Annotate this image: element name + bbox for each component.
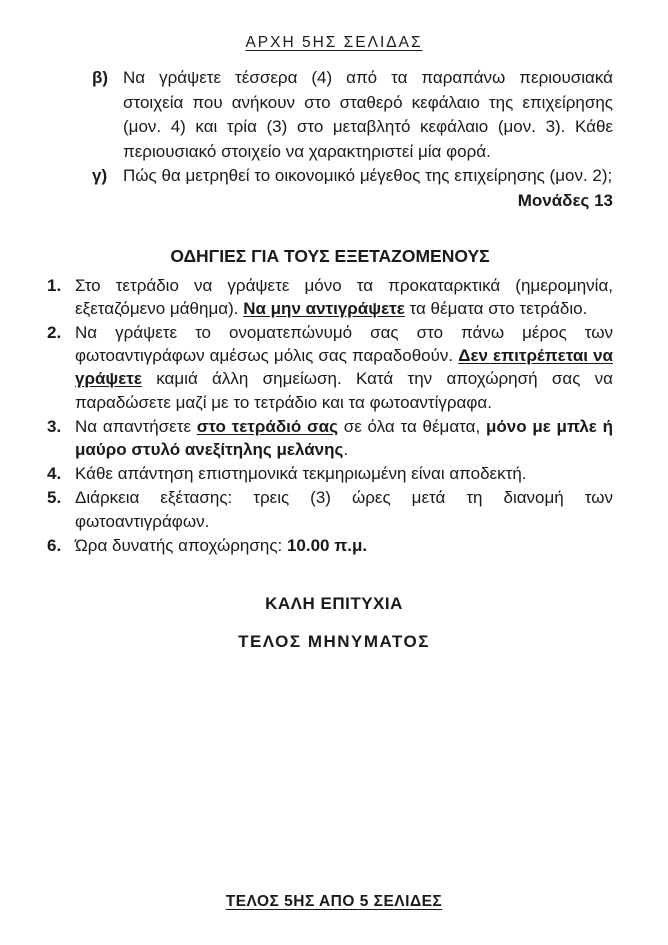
instruction-text-emphasis: Να μην αντιγράψετε (243, 298, 405, 318)
instruction-number-2: 2. (47, 322, 62, 342)
questions-section (92, 66, 613, 214)
page-header (0, 0, 668, 52)
instruction-item-6 (47, 534, 613, 557)
instruction-text: Ώρα δυνατής αποχώρησης: (75, 535, 287, 555)
instruction-text: Κάθε απάντηση επιστημονικά τεκμηριωμένη είναι αποδεκτή. (75, 464, 527, 484)
instruction-text: Στο τετράδιο να γράψετε μόνο τα προκαταρκτικά (ημερομηνία, εξεταζόμενο μάθημα). (75, 275, 613, 318)
instruction-text: Να γράψετε το ονοματεπώνυμό σας στο πάνω μέρος των φωτοαντιγράφων αμέσως μόλις σας παραδοθούν. (75, 322, 613, 366)
instruction-number-6: 6. (47, 535, 62, 555)
instructions-title: ΟΔΗΓΙΕΣ ΓΙΑ ΤΟΥΣ ΕΞΕΤΑΖΟΜΕΝΟΥΣ (170, 245, 490, 266)
instruction-text-bold: μόνο με μπλε ή μαύρο στυλό ανεξίτηλης μελάνης (75, 416, 613, 459)
question-item-gamma (92, 164, 613, 189)
question-text-beta: Να γράψετε τέσσερα (4) από τα παραπάνω περιουσιακά στοιχεία που ανήκουν στο σταθερό κεφάλαιο της επιχείρησης (μον. 4) και τρία (3) στο μεταβλητό κεφάλαιο (μον. 3). Κάθε περιουσιακό στοιχείο να χαρακτηριστεί μία φορά. (123, 68, 613, 161)
instruction-item-5 (47, 486, 613, 532)
instruction-item-1 (47, 274, 613, 320)
instruction-text-bold: 10.00 π.μ. (286, 535, 368, 555)
instruction-text: Να απαντήσετε (75, 416, 197, 436)
page-footer-text: ΤΕΛΟΣ 5ΗΣ ΑΠΟ 5 ΣΕΛΙΔΕΣ (225, 893, 443, 910)
question-marker-beta: β) (92, 68, 109, 87)
instruction-number-5: 5. (47, 488, 62, 508)
instruction-text: καμιά άλλη σημείωση. Κατά την αποχώρησή σας να παραδώσετε μαζί με το τετράδιο και τα φωτοαντίγραφα. (75, 369, 613, 412)
instruction-item-4 (47, 462, 613, 485)
page-footer (0, 893, 668, 911)
instruction-text-emphasis: στο τετράδιό σας (196, 416, 338, 436)
instructions-list (47, 274, 613, 557)
points-label: Μονάδες 13 (517, 190, 613, 210)
instruction-number-3: 3. (47, 416, 62, 436)
good-luck-line: ΚΑΛΗ ΕΠΙΤΥΧΙΑ (265, 594, 403, 613)
instruction-text-emphasis: Δεν επιτρέπεται να γράψετε (75, 346, 613, 389)
instruction-number-4: 4. (47, 464, 62, 484)
instruction-item-2 (47, 321, 613, 414)
instruction-text: σε όλα τα θέματα, (337, 416, 486, 436)
instruction-text: τα θέματα στο τετράδιο. (404, 298, 588, 318)
question-item-beta (92, 66, 613, 164)
question-text-gamma: Πώς θα μετρηθεί το οικονομικό μέγεθος της επιχείρησης (μον. 2); (123, 166, 613, 186)
instruction-text: . (343, 439, 349, 459)
instruction-number-1: 1. (47, 275, 62, 295)
instruction-text: Διάρκεια εξέτασης: τρεις (3) ώρες μετά τη διανομή των φωτοαντιγράφων. (75, 488, 613, 531)
instruction-item-3 (47, 415, 613, 461)
end-of-message-line: ΤΕΛΟΣ ΜΗΝΥΜΑΤΟΣ (238, 632, 430, 651)
page-header-text: ΑΡΧΗ 5ΗΣ ΣΕΛΙΔΑΣ (245, 34, 423, 51)
question-marker-gamma: γ) (92, 166, 108, 186)
